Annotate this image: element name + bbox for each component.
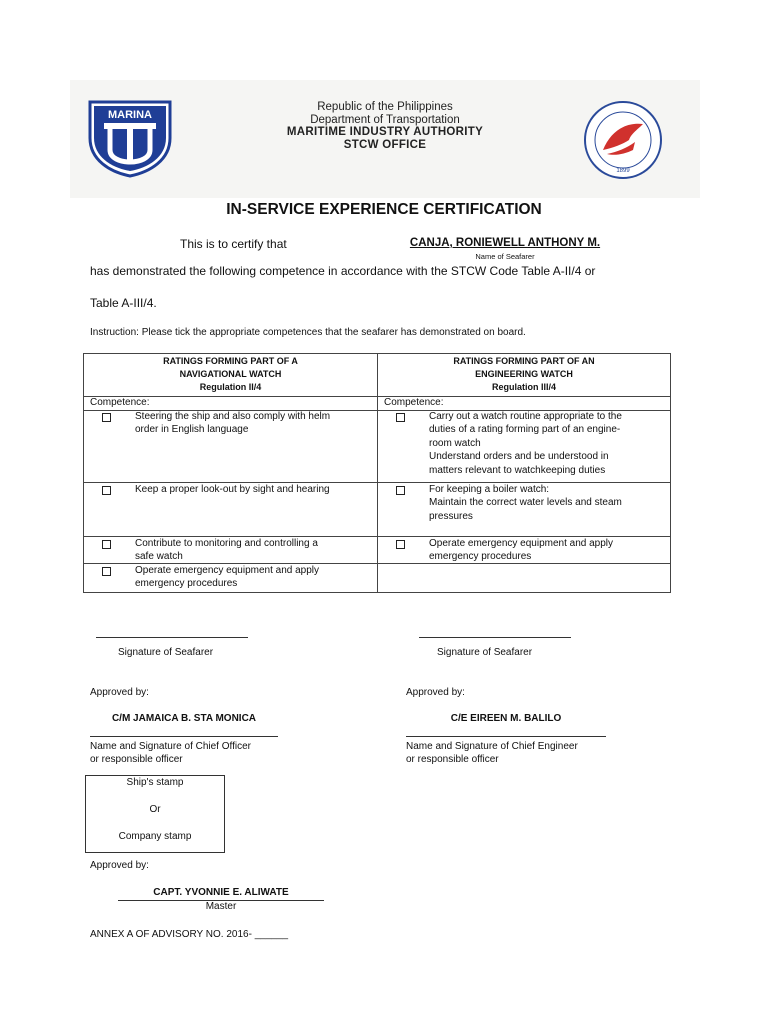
- table-header-navigational: [83, 353, 378, 397]
- competence-line: Understand orders and be understood in: [429, 451, 609, 463]
- annex-text: ANNEX A OF ADVISORY NO. 2016-: [90, 929, 252, 940]
- stamp-or-label: Or: [149, 804, 161, 815]
- checkbox-lookout[interactable]: [102, 486, 111, 495]
- chief-officer-caption: [90, 740, 251, 767]
- approved-by-right: Approved by:: [406, 687, 465, 698]
- competence-lookout: [135, 483, 370, 496]
- seal-year: 1899: [616, 168, 630, 174]
- statement-line-1: has demonstrated the following competence in accordance with the STCW Code Table A-II/4 or: [90, 264, 596, 278]
- checkbox-steering[interactable]: [102, 413, 111, 422]
- chief-engineer-caption: [406, 740, 578, 767]
- header-line: ENGINEERING WATCH: [475, 369, 573, 379]
- seafarer-name: CANJA, RONIEWELL ANTHONY M.: [409, 237, 601, 249]
- competence-line: safe watch: [135, 551, 183, 563]
- header-line: Regulation II/4: [199, 382, 262, 392]
- header-office: STCW OFFICE: [343, 139, 427, 151]
- seafarer-signature-line-right[interactable]: [419, 637, 571, 638]
- competence-monitoring: [135, 537, 370, 564]
- instruction-text: Instruction: Please tick the appropriate competences that the seafarer has demonstrated on board.: [90, 327, 526, 338]
- competence-line: Maintain the correct water levels and steam: [429, 497, 622, 509]
- header-line: RATINGS FORMING PART OF AN: [453, 356, 595, 366]
- marina-logo-text: MARINA: [108, 109, 152, 121]
- competence-steering: [135, 410, 370, 437]
- caption-line: or responsible officer: [90, 754, 183, 766]
- seafarer-signature-label-right: Signature of Seafarer: [437, 647, 533, 658]
- header-department: Department of Transportation: [310, 114, 460, 126]
- statement-line-2: Table A-III/4.: [90, 296, 157, 310]
- competence-line: Contribute to monitoring and controlling a: [135, 538, 318, 549]
- dotr-seal: [583, 100, 663, 180]
- competence-line: Operate emergency equipment and apply: [429, 538, 614, 549]
- competence-line: Operate emergency equipment and apply: [135, 565, 320, 576]
- competence-line: duties of a rating forming part of an engine-: [429, 424, 621, 436]
- caption-line: or responsible officer: [406, 754, 499, 766]
- master-title: Master: [205, 901, 237, 912]
- competence-line: order in English language: [135, 424, 249, 436]
- annex-reference: [90, 929, 288, 940]
- checkbox-watch-routine[interactable]: [396, 413, 405, 422]
- chief-engineer-signature-line[interactable]: [406, 736, 606, 737]
- checkbox-emergency-eng[interactable]: [396, 540, 405, 549]
- stamp-ship-label: Ship's stamp: [126, 777, 184, 788]
- competence-line: emergency procedures: [429, 551, 532, 563]
- chief-engineer-name: C/E EIREEN M. BALILO: [450, 713, 562, 724]
- competence-line: pressures: [429, 510, 473, 522]
- competence-line: Carry out a watch routine appropriate to the: [429, 411, 622, 422]
- header-authority: MARITIME INDUSTRY AUTHORITY: [286, 126, 484, 138]
- competence-label-right: Competence:: [377, 396, 671, 411]
- checkbox-monitoring[interactable]: [102, 540, 111, 549]
- competence-watch-routine: [429, 410, 665, 477]
- seafarer-signature-label-left: Signature of Seafarer: [118, 647, 214, 658]
- competence-line: For keeping a boiler watch:: [429, 484, 550, 495]
- caption-line: Name and Signature of Chief Officer: [90, 741, 252, 752]
- competence-emergency-nav: [135, 564, 370, 591]
- competence-line: Steering the ship and also comply with helm: [135, 411, 331, 422]
- competence-label-left: Competence:: [83, 396, 378, 411]
- annex-blank[interactable]: ______: [254, 929, 289, 940]
- competence-boiler-watch: [429, 483, 665, 523]
- approved-by-left: Approved by:: [90, 687, 149, 698]
- competence-line: Keep a proper look-out by sight and hearing: [135, 484, 330, 495]
- header-line: NAVIGATIONAL WATCH: [179, 369, 282, 379]
- header-line: Regulation III/4: [491, 382, 556, 392]
- checkbox-emergency-nav[interactable]: [102, 567, 111, 576]
- document-title: IN-SERVICE EXPERIENCE CERTIFICATION: [226, 201, 542, 218]
- table-header-engineering: [377, 353, 671, 397]
- table-row: [377, 563, 671, 593]
- competence-emergency-eng: [429, 537, 665, 564]
- master-name: CAPT. YVONNIE E. ALIWATE: [153, 887, 289, 898]
- certify-lead: This is to certify that: [180, 237, 287, 251]
- header-republic: Republic of the Philippines: [317, 101, 453, 113]
- competence-line: matters relevant to watchkeeping duties: [429, 464, 606, 476]
- competence-line: emergency procedures: [135, 578, 238, 590]
- competence-line: room watch: [429, 437, 481, 449]
- approved-by-master: Approved by:: [90, 860, 149, 871]
- chief-officer-signature-line[interactable]: [90, 736, 278, 737]
- stamp-company-label: Company stamp: [118, 831, 192, 842]
- marina-logo: [86, 98, 174, 178]
- caption-line: Name and Signature of Chief Engineer: [406, 741, 578, 752]
- seafarer-signature-line-left[interactable]: [96, 637, 248, 638]
- header-line: RATINGS FORMING PART OF A: [163, 356, 298, 366]
- seafarer-name-caption: Name of Seafarer: [475, 252, 535, 261]
- checkbox-boiler-watch[interactable]: [396, 486, 405, 495]
- chief-officer-name: C/M JAMAICA B. STA MONICA: [111, 713, 257, 724]
